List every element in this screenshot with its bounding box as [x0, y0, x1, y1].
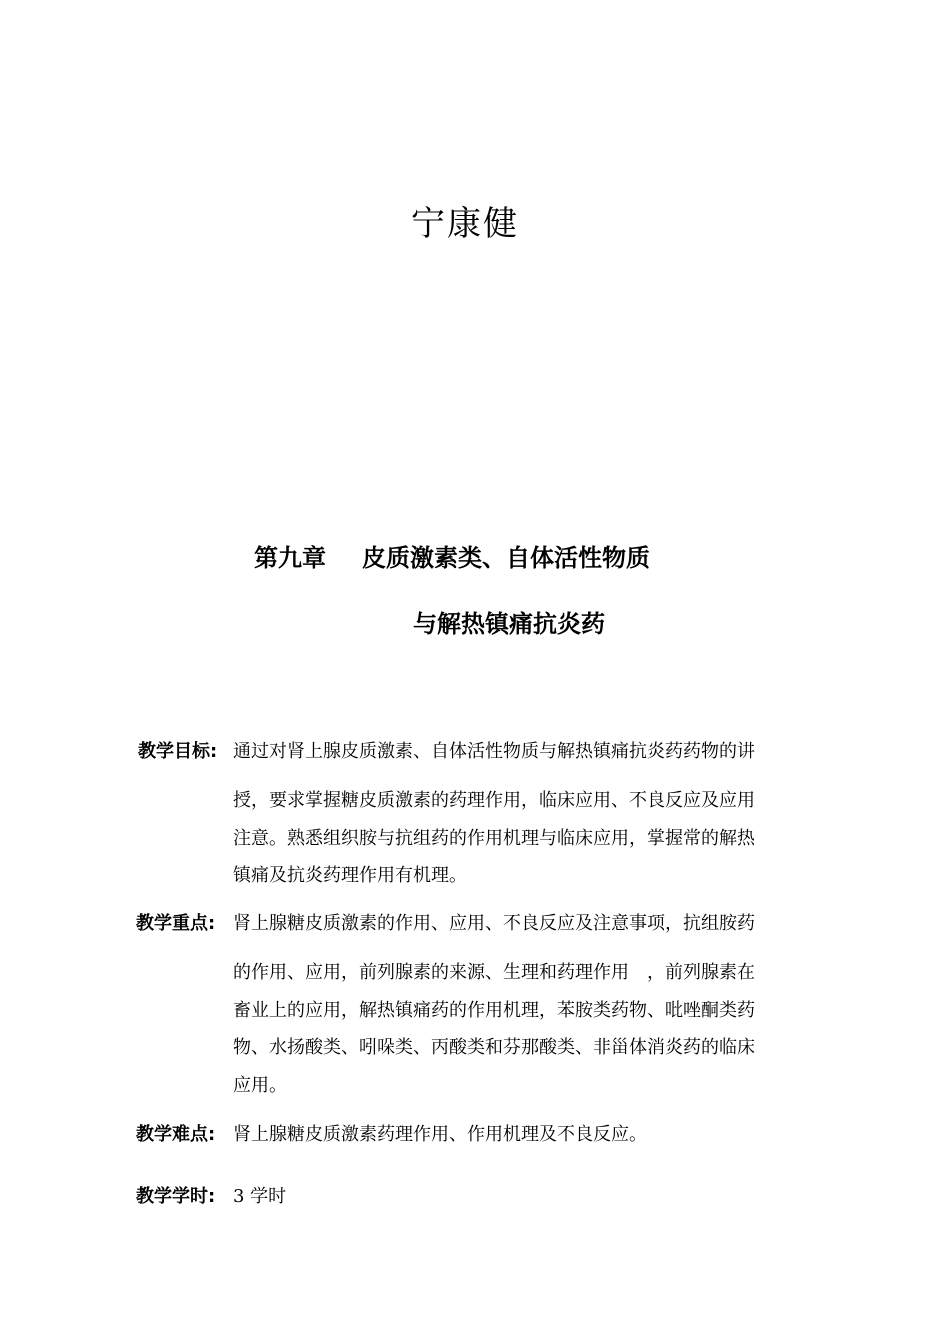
key-points-line-4: 物、水扬酸类、吲哚类、丙酸类和芬那酸类、非甾体消炎药的临床	[233, 1037, 755, 1058]
key-points-label: 教学重点:	[136, 913, 216, 934]
objectives-line-4: 镇痛及抗炎药理作用有机理。	[233, 865, 467, 886]
hours-value: 3 学时	[233, 1186, 287, 1207]
key-points-line-1: 肾上腺糖皮质激素的作用、应用、不良反应及注意事项，抗组胺药	[233, 913, 755, 934]
key-points-line-5: 应用。	[233, 1075, 287, 1096]
key-points-line-3: 畜业上的应用，解热镇痛药的作用机理，苯胺类药物、吡唑酮类药	[233, 1000, 755, 1021]
objectives-line-2: 授，要求掌握糖皮质激素的药理作用，临床应用、不良反应及应用	[233, 790, 755, 811]
chapter-heading	[254, 538, 650, 573]
chapter-title-line1: 皮质激素类、自体活性物质	[362, 544, 650, 572]
difficulties-text-part1: 肾上腺糖皮质激素药理	[233, 1124, 413, 1145]
chapter-number: 第九章	[254, 544, 326, 572]
objectives-label: 教学目标:	[138, 741, 218, 762]
hours-label: 教学学时:	[136, 1186, 216, 1207]
difficulties-text	[233, 1120, 647, 1146]
difficulties-text-part2: 作用、作用机理及不良反应。	[413, 1124, 647, 1145]
author-name: 宁康健	[411, 204, 519, 244]
chapter-title-line2: 与解热镇痛抗炎药	[413, 610, 605, 638]
objectives-line-1: 通过对肾上腺皮质激素、自体活性物质与解热镇痛抗炎药药物的讲	[233, 741, 755, 762]
key-points-line-2: 的作用、应用，前列腺素的来源、生理和药理作用 ，前列腺素在	[233, 962, 755, 983]
difficulties-label: 教学难点:	[136, 1124, 216, 1145]
objectives-line-3: 注意。熟悉组织胺与抗组药的作用机理与临床应用，掌握常的解热	[233, 828, 755, 849]
